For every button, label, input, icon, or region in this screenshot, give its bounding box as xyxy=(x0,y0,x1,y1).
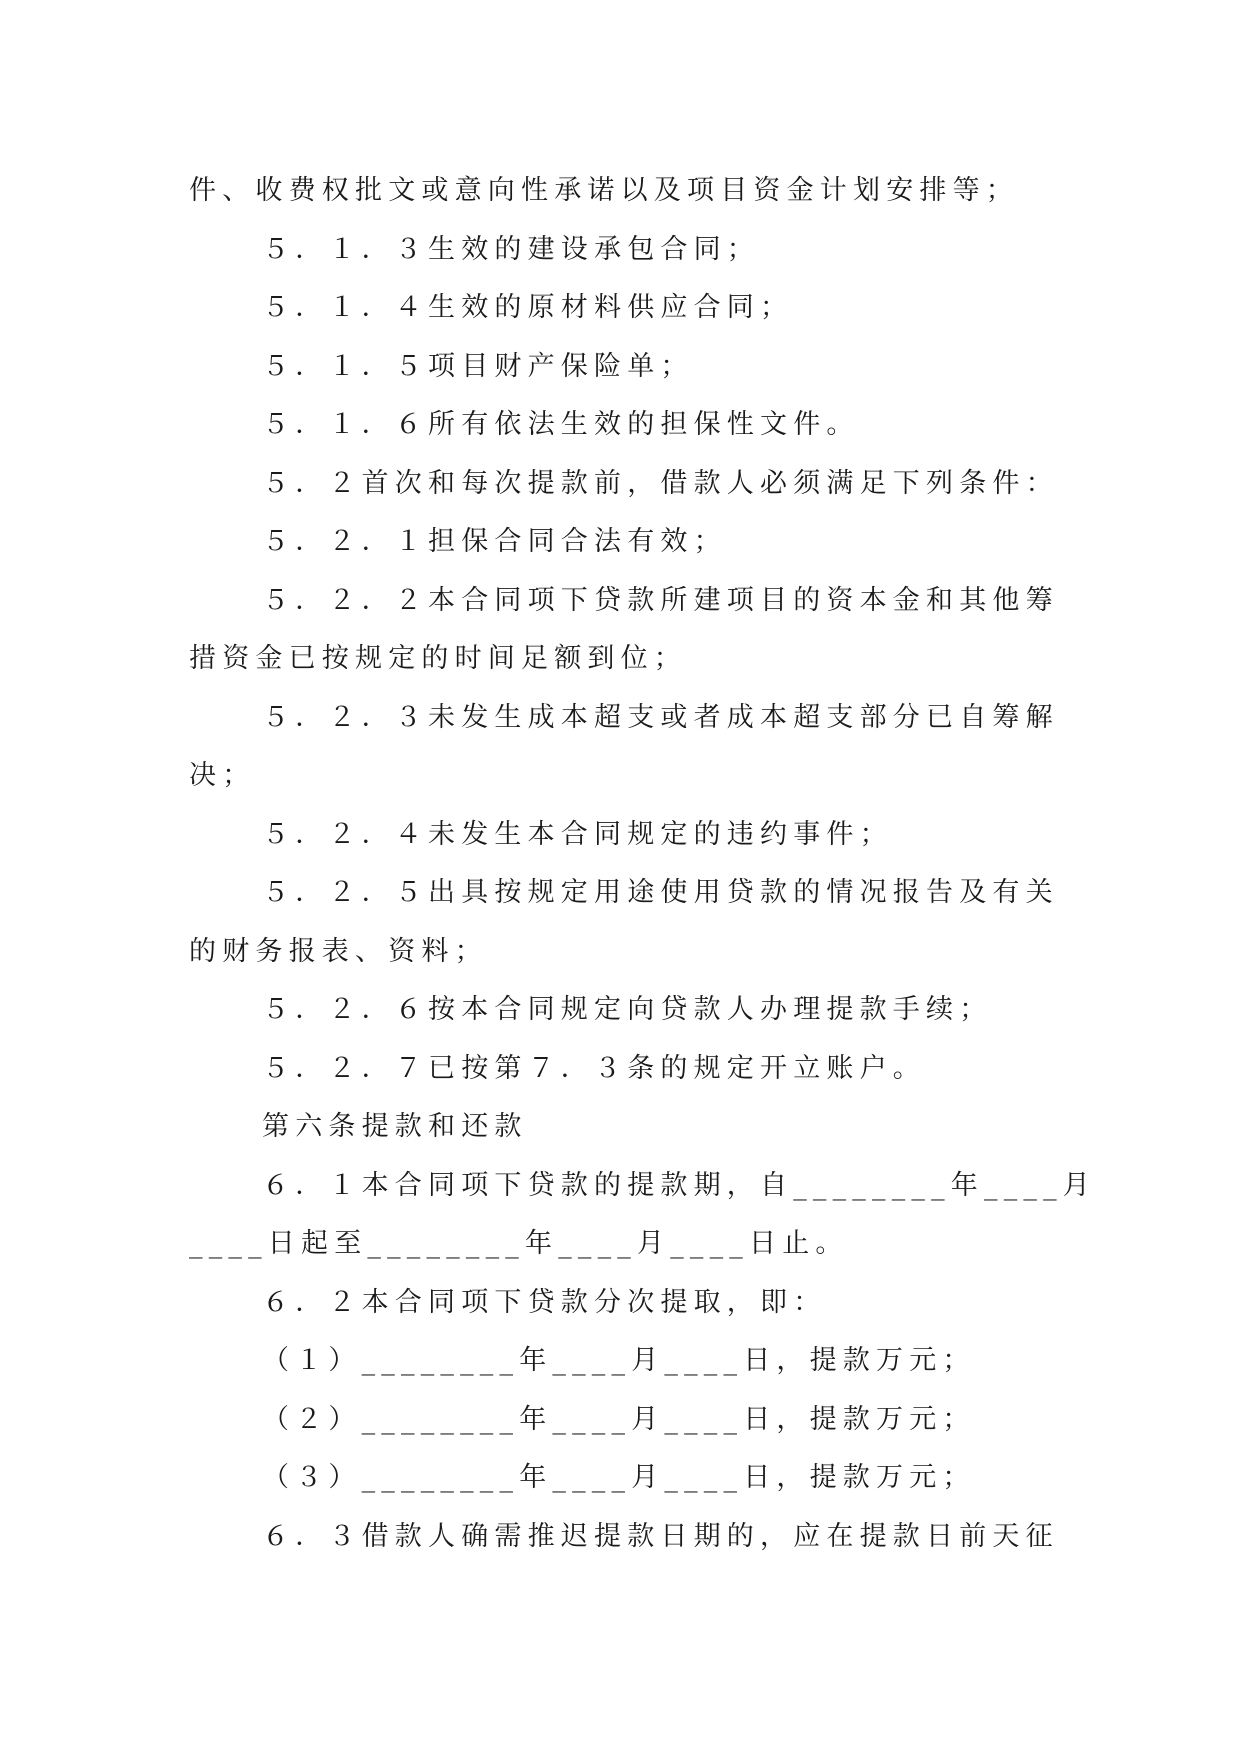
paragraph-line: 决； xyxy=(189,760,256,791)
paragraph-line: ５．２．５出具按规定用途使用贷款的情况报告及有关 xyxy=(262,877,1059,908)
paragraph-line: ５．１．６所有依法生效的担保性文件。 xyxy=(262,409,860,440)
list-item: （１）________年____月____日，提款万元； xyxy=(262,1345,976,1376)
paragraph-line: ５．１．５项目财产保险单； xyxy=(262,350,694,382)
list-item: （３）________年____月____日，提款万元； xyxy=(262,1462,976,1493)
paragraph-line: ５．２．６按本合同规定向贷款人办理提款手续； xyxy=(262,994,993,1025)
paragraph-line: ５．２．１担保合同合法有效； xyxy=(262,526,727,557)
list-item: （２）________年____月____日，提款万元； xyxy=(262,1403,976,1435)
paragraph-line: ５．２．３未发生成本超支或者成本超支部分已自筹解 xyxy=(262,701,1059,733)
paragraph-line: ５．２．２本合同项下贷款所建项目的资本金和其他筹 xyxy=(262,584,1059,616)
paragraph-line: ６．１本合同项下贷款的提款期，自________年____月 xyxy=(262,1169,1096,1201)
paragraph-line: 件、收费权批文或意向性承诺以及项目资金计划安排等； xyxy=(189,175,1019,206)
paragraph-line: ５．１．３生效的建设承包合同； xyxy=(262,233,760,265)
paragraph-line: 的财务报表、资料； xyxy=(189,935,488,967)
section-heading: 第六条提款和还款 xyxy=(262,1111,528,1142)
paragraph-line: ５．１．４生效的原材料供应合同； xyxy=(262,292,794,323)
paragraph-line: ５．２首次和每次提款前，借款人必须满足下列条件： xyxy=(262,467,1059,499)
paragraph-line: 措资金已按规定的时间足额到位； xyxy=(189,643,687,674)
paragraph-line: ６．３借款人确需推迟提款日期的，应在提款日前天征 xyxy=(262,1520,1059,1552)
paragraph-line: ５．２．７已按第７．３条的规定开立账户。 xyxy=(262,1052,926,1084)
paragraph-line: ５．２．４未发生本合同规定的违约事件； xyxy=(262,818,893,850)
paragraph-line: ____日起至________年____月____日止。 xyxy=(189,1228,849,1259)
paragraph-line: ６．２本合同项下贷款分次提取，即： xyxy=(262,1286,827,1318)
